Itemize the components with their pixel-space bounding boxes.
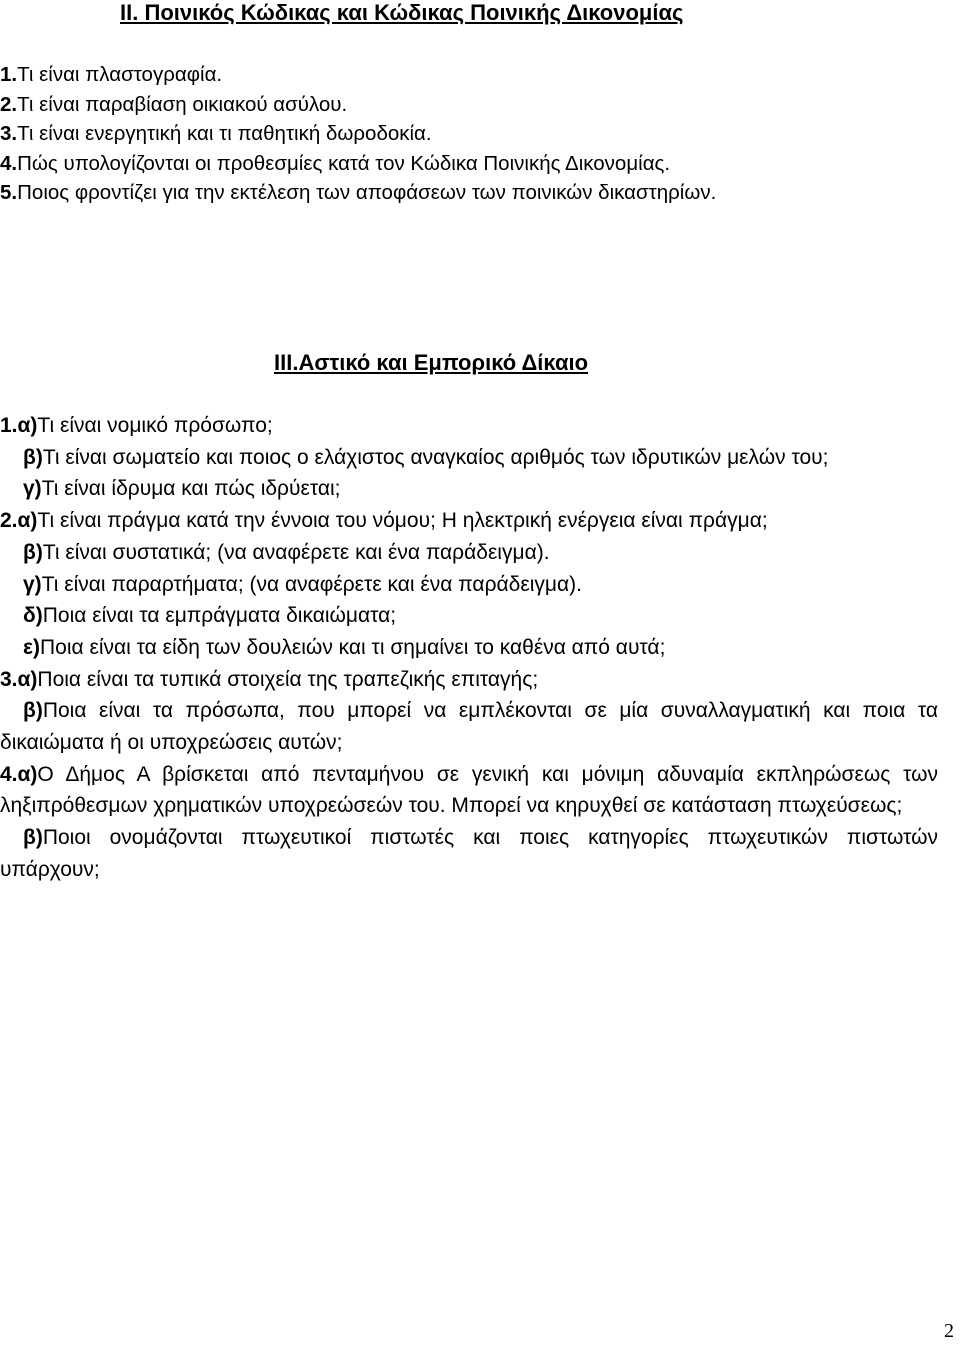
question-label: γ): [23, 477, 42, 501]
question-text: Τι είναι ίδρυμα και πώς ιδρύεται;: [41, 477, 341, 501]
question-number: 2.: [0, 92, 18, 116]
question-text: Ποια είναι τα πρόσωπα, που μπορεί να εμπλέκονται σε μία συναλλαγματική και ποια τα δικαιώματα ή οι υποχρεώσεις αυτών;: [0, 699, 938, 755]
section-2-question-list: [0, 60, 960, 208]
section-2-title: II. Ποινικός Κώδικας και Κώδικας Ποινικής Δικονομίας: [120, 0, 684, 25]
question-label: 1.α): [0, 414, 38, 437]
question-1b: [0, 442, 938, 474]
question-2d: [0, 600, 938, 632]
question-text: Τι είναι συστατικά; (να αναφέρετε και ένα παράδειγμα).: [42, 540, 550, 564]
page-number: 2: [944, 1320, 954, 1342]
section-3-title: ΙΙΙ.Αστικό και Εμπορικό Δίκαιο: [274, 350, 589, 375]
question-text: Τι είναι πλαστογραφία.: [17, 63, 223, 86]
question-label: 2.α): [0, 509, 38, 533]
question-2e: [0, 632, 938, 664]
question-label: β): [23, 445, 43, 469]
question-3a: [0, 664, 938, 696]
question-label: ε): [23, 635, 40, 659]
question-number: 5.: [0, 181, 18, 204]
list-item: [0, 178, 960, 208]
question-4b: [0, 822, 938, 885]
list-item: [0, 149, 960, 179]
question-label: β): [23, 699, 43, 723]
question-3b: [0, 695, 938, 758]
list-item: [0, 60, 960, 90]
question-label: 4.α): [0, 762, 38, 786]
question-text: Ποια είναι τα τυπικά στοιχεία της τραπεζικής επιταγής;: [37, 667, 539, 691]
question-number: 1.: [0, 63, 18, 86]
question-label: β): [23, 826, 43, 850]
question-number: 3.: [0, 122, 18, 145]
section-3-questions: [0, 410, 938, 886]
question-text: Τι είναι παραβίαση οικιακού ασύλου.: [17, 92, 348, 116]
question-2a: [0, 505, 938, 537]
question-1c: [0, 473, 938, 505]
question-2b: [0, 537, 938, 569]
question-1a: [0, 410, 938, 442]
question-text: Τι είναι νομικό πρόσωπο;: [37, 414, 273, 437]
question-label: γ): [23, 572, 42, 596]
question-text: Τι είναι πράγμα κατά την έννοια του νόμου; Η ηλεκτρική ενέργεια είναι πράγμα;: [37, 509, 768, 533]
question-text: Τι είναι σωματείο και ποιος ο ελάχιστος αναγκαίος αριθμός των ιδρυτικών μελών του;: [42, 445, 829, 469]
question-text: Πώς υπολογίζονται οι προθεσμίες κατά τον Κώδικα Ποινικής Δικονομίας.: [17, 151, 671, 175]
question-number: 4.: [0, 151, 18, 175]
question-text: Ποιοι ονομάζονται πτωχευτικοί πιστωτές και ποιες κατηγορίες πτωχευτικών πιστωτών υπάρχουν;: [0, 826, 938, 881]
question-text: Τι είναι ενεργητική και τι παθητική δωροδοκία.: [17, 122, 432, 145]
question-text: Τι είναι παραρτήματα; (να αναφέρετε και ένα παράδειγμα).: [41, 572, 582, 596]
list-item: [0, 119, 960, 149]
question-label: δ): [23, 604, 43, 628]
question-label: 3.α): [0, 667, 38, 691]
question-text: Ποιος φροντίζει για την εκτέλεση των αποφάσεων των ποινικών δικαστηρίων.: [17, 181, 717, 204]
question-text: Ποια είναι τα εμπράγματα δικαιώματα;: [42, 604, 397, 628]
question-label: β): [23, 540, 43, 564]
question-4a: [0, 759, 938, 822]
question-text: Ο Δήμος Α βρίσκεται από πενταμήνου σε γενική και μόνιμη αδυναμία εκπληρώσεως των ληξιπρόθεσμων χρηματικών υποχρεώσεών του. Μπορεί να κηρυχθεί σε κατάσταση πτωχεύσεως;: [0, 762, 938, 818]
list-item: [0, 90, 960, 120]
question-2c: [0, 569, 938, 601]
question-text: Ποια είναι τα είδη των δουλειών και τι σημαίνει το καθένα από αυτά;: [39, 635, 666, 659]
